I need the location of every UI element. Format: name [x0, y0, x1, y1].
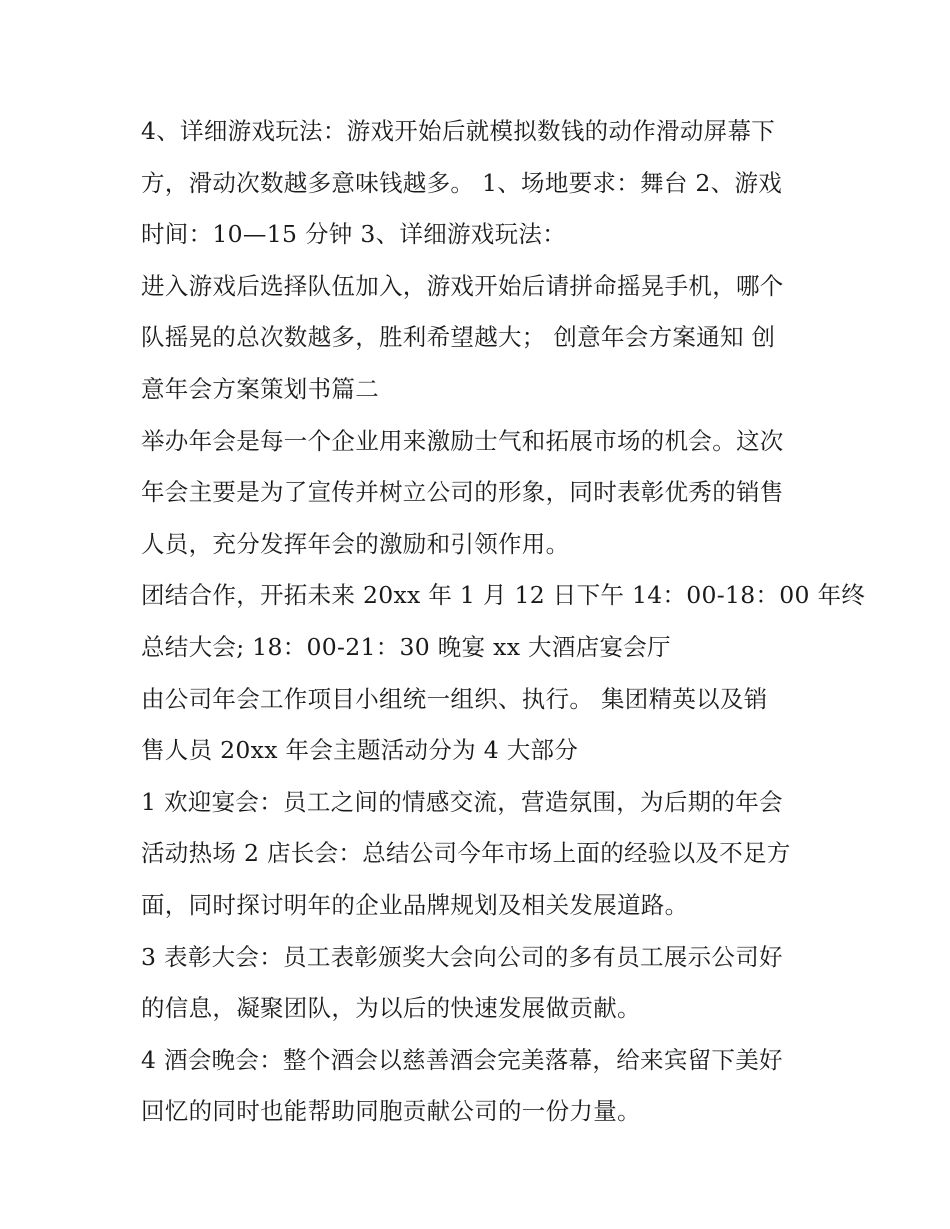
text-line: 售人员 20xx 年会主题活动分为 4 大部分: [141, 736, 579, 765]
text-line: 由公司年会工作项目小组统一组织、执行。 集团精英以及销: [141, 684, 768, 713]
text-line: 3 表彰大会：员工表彰颁奖大会向公司的多有员工展示公司好: [141, 942, 783, 971]
text-line: 时间：10—15 分钟 3、详细游戏玩法：: [141, 220, 566, 249]
text-line: 年会主要是为了宣传并树立公司的形象，同时表彰优秀的销售: [141, 478, 784, 507]
document-body: [141, 106, 866, 1138]
text-line: 团结合作，开拓未来 20xx 年 1 月 12 日下午 14：00-18：00 年终: [141, 581, 866, 610]
text-line: 进入游戏后选择队伍加入，游戏开始后请拼命摇晃手机，哪个: [141, 271, 784, 300]
text-line: 方，滑动次数越多意味钱越多。 1、场地要求：舞台 2、游戏: [141, 168, 783, 197]
text-line: 面，同时探讨明年的企业品牌规划及相关发展道路。: [141, 890, 689, 919]
text-line: 4、详细游戏玩法：游戏开始后就模拟数钱的动作滑动屏幕下: [141, 117, 776, 145]
text-line: 的信息，凝聚团队，为以后的快速发展做贡献。: [141, 994, 641, 1023]
text-line: 总结大会; 18：00-21：30 晚宴 xx 大酒店宴会厅: [141, 632, 671, 661]
text-line: 回忆的同时也能帮助同胞贡献公司的一份力量。: [141, 1097, 641, 1126]
text-line: 举办年会是每一个企业用来激励士气和拓展市场的机会。这次: [141, 426, 784, 455]
text-line: 1 欢迎宴会：员工之间的情感交流，营造氛围，为后期的年会: [141, 787, 783, 816]
text-line: 意年会方案策划书篇二: [141, 374, 379, 403]
text-line: 活动热场 2 店长会：总结公司今年市场上面的经验以及不足方: [141, 839, 791, 868]
text-line: 4 酒会晚会：整个酒会以慈善酒会完美落幕，给来宾留下美好: [141, 1045, 783, 1074]
text-line: 人员，充分发挥年会的激励和引领作用。: [141, 529, 570, 558]
text-line: 队摇晃的总次数越多，胜利希望越大； 创意年会方案通知 创: [141, 323, 776, 352]
